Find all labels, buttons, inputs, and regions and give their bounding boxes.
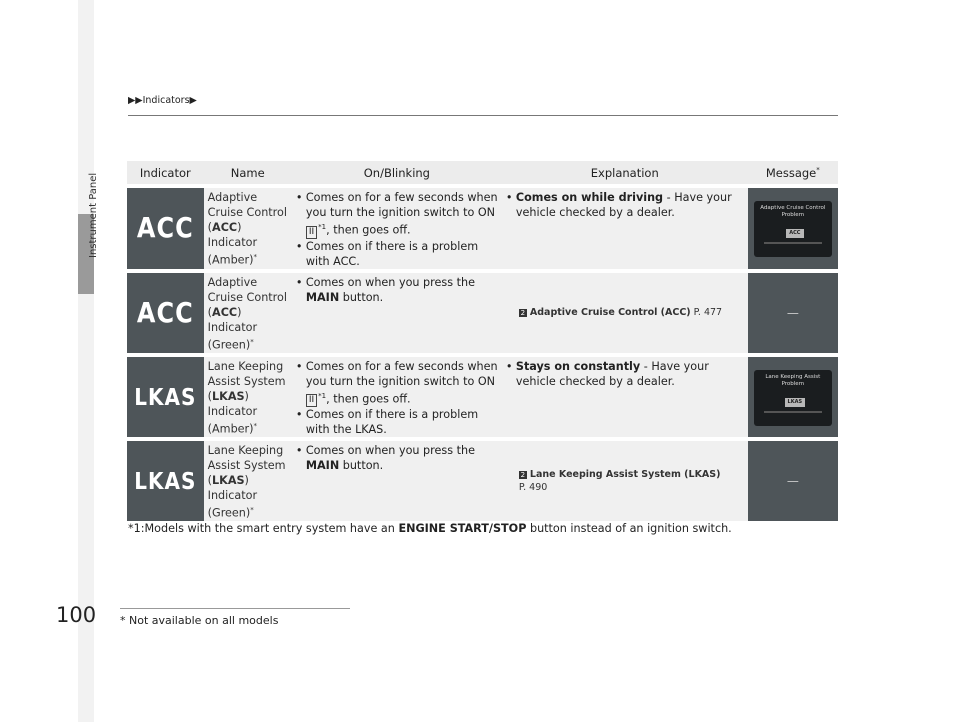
name-line: Adaptive bbox=[207, 191, 258, 204]
name-line: Indicator bbox=[207, 489, 258, 503]
footnote bbox=[128, 522, 732, 535]
name-cell bbox=[204, 357, 292, 438]
name-cell bbox=[204, 273, 292, 353]
bullet-item bbox=[306, 190, 498, 239]
asterisk: * bbox=[250, 337, 254, 346]
bullet-text: Comes on when you press the bbox=[305, 444, 475, 458]
lkas-amber-icon bbox=[127, 357, 204, 438]
acc-icon-text: ACC bbox=[136, 296, 194, 329]
name-line: Assist System bbox=[207, 459, 286, 473]
name-line: (Amber) bbox=[207, 253, 254, 267]
name-line: Cruise Control bbox=[207, 206, 287, 219]
main-button-label: MAIN bbox=[305, 459, 340, 473]
asterisk: * bbox=[253, 421, 258, 430]
name-abbrev: LKAS bbox=[212, 474, 245, 488]
table-row bbox=[127, 357, 838, 438]
name-line: ) bbox=[237, 305, 242, 319]
table-header-row bbox=[127, 161, 838, 184]
bullet-text: Comes on when you press the bbox=[305, 275, 475, 289]
footnote-text: *1:Models with the smart entry system have an bbox=[128, 522, 399, 535]
table-row bbox=[127, 188, 838, 269]
col-explanation: Explanation bbox=[502, 161, 748, 184]
onblink-cell bbox=[292, 188, 502, 269]
bullet-item bbox=[306, 359, 498, 408]
section-label: Instrument Panel bbox=[88, 172, 99, 258]
name-line: ) bbox=[244, 474, 249, 488]
screen-bar bbox=[764, 411, 822, 413]
reference-arrow-icon: 2 bbox=[520, 471, 526, 480]
table-row bbox=[127, 441, 838, 521]
breadcrumb[interactable]: ▶▶Indicators▶ bbox=[128, 95, 197, 106]
explanation-cell bbox=[502, 273, 748, 353]
bullet-item bbox=[306, 275, 498, 305]
asterisk: * bbox=[253, 253, 258, 261]
bullet-item: • Comes on if there is a problem with ACC. bbox=[306, 239, 498, 269]
reference-arrow-icon: 2 bbox=[520, 309, 526, 318]
cross-reference[interactable] bbox=[502, 468, 748, 494]
explanation-cell bbox=[502, 188, 748, 269]
bullet-text: Comes on for a few seconds when you turn the ignition switch to ON bbox=[305, 191, 498, 219]
bullet-item bbox=[306, 443, 498, 473]
name-abbrev: ACC bbox=[212, 305, 238, 319]
onblink-cell bbox=[292, 273, 502, 353]
page-number: 100 bbox=[56, 603, 97, 627]
asterisk: * bbox=[250, 506, 254, 515]
name-line: Indicator bbox=[207, 404, 258, 418]
ignition-key-icon: II bbox=[306, 394, 317, 407]
screen-title: Lane Keeping Assist Problem bbox=[765, 374, 821, 388]
lkas-green-icon bbox=[127, 441, 204, 521]
name-line: ( bbox=[207, 221, 213, 234]
screen-tag: LKAS bbox=[785, 398, 805, 407]
acc-amber-icon bbox=[127, 188, 204, 269]
footnote-bold: ENGINE START/STOP bbox=[398, 522, 527, 535]
reference-title[interactable]: Lane Keeping Assist System (LKAS) bbox=[529, 469, 721, 481]
col-onblink: On/Blinking bbox=[292, 161, 502, 184]
explanation-cell bbox=[502, 441, 748, 521]
col-message-label: Message bbox=[765, 165, 817, 180]
message-cell bbox=[748, 441, 838, 521]
bullet-item bbox=[516, 359, 744, 389]
name-cell bbox=[204, 188, 292, 269]
acc-green-icon bbox=[127, 273, 204, 353]
explanation-bold: Stays on constantly bbox=[515, 359, 641, 373]
message-cell bbox=[748, 188, 838, 269]
name-line: ) bbox=[244, 389, 249, 403]
reference-page[interactable]: P. 490 bbox=[518, 482, 548, 494]
ignition-key-icon: II bbox=[306, 226, 317, 239]
name-line: ( bbox=[207, 474, 213, 488]
name-abbrev: ACC bbox=[212, 221, 238, 234]
onblink-cell bbox=[292, 441, 502, 521]
explanation-cell bbox=[502, 357, 748, 438]
footnote-ref: *1 bbox=[318, 223, 327, 231]
no-message-dash: — bbox=[786, 474, 799, 489]
name-line: ( bbox=[207, 305, 213, 319]
header-rule bbox=[128, 115, 838, 116]
col-indicator: Indicator bbox=[127, 161, 204, 184]
onblink-cell bbox=[292, 357, 502, 438]
footnote-text: button instead of an ignition switch. bbox=[526, 522, 732, 535]
col-name: Name bbox=[204, 161, 292, 184]
screen-title: Adaptive Cruise Control Problem bbox=[760, 205, 826, 219]
bullet-text: , then goes off. bbox=[326, 392, 411, 406]
name-abbrev: LKAS bbox=[212, 389, 245, 403]
name-line: ) bbox=[237, 221, 242, 234]
reference-page[interactable]: P. 477 bbox=[690, 307, 723, 319]
bullet-text: , then goes off. bbox=[326, 223, 411, 237]
message-cell bbox=[748, 273, 838, 353]
message-screen bbox=[754, 201, 832, 257]
name-line: Assist System bbox=[207, 374, 286, 388]
bullet-text: button. bbox=[339, 290, 384, 304]
bullet-text: Comes on for a few seconds when you turn the ignition switch to ON bbox=[305, 359, 498, 388]
cross-reference[interactable] bbox=[502, 306, 748, 319]
no-message-dash: — bbox=[786, 305, 799, 320]
name-line: Lane Keeping bbox=[207, 359, 284, 373]
bullet-item: • Comes on if there is a problem with the LKAS. bbox=[306, 407, 498, 437]
main-button-label: MAIN bbox=[305, 290, 340, 304]
name-line: Cruise Control bbox=[207, 290, 287, 304]
footnote-ref: *1 bbox=[318, 391, 327, 400]
name-line: (Green) bbox=[207, 507, 251, 521]
name-line: ( bbox=[207, 389, 213, 403]
lkas-icon-text: LKAS bbox=[134, 467, 197, 496]
message-cell bbox=[748, 357, 838, 438]
name-line: (Amber) bbox=[207, 422, 254, 436]
asterisk: * bbox=[816, 165, 820, 174]
name-line: (Green) bbox=[207, 338, 251, 352]
availability-note: * Not available on all models bbox=[120, 614, 279, 627]
lkas-icon-text: LKAS bbox=[134, 383, 197, 411]
name-line: Lane Keeping bbox=[207, 444, 284, 458]
acc-icon-text: ACC bbox=[136, 212, 194, 245]
table-row bbox=[127, 273, 838, 353]
col-message bbox=[748, 161, 838, 184]
explanation-text: - Have your vehicle checked by a dealer. bbox=[515, 359, 709, 388]
indicator-table bbox=[127, 157, 838, 525]
name-cell bbox=[204, 441, 292, 521]
explanation-text: - Have your vehicle checked by a dealer. bbox=[515, 191, 732, 219]
note-divider bbox=[120, 608, 350, 609]
message-screen bbox=[754, 370, 832, 426]
name-line: Indicator bbox=[207, 320, 258, 334]
screen-tag: ACC bbox=[786, 229, 804, 238]
reference-title[interactable]: Adaptive Cruise Control (ACC) bbox=[529, 307, 691, 319]
bullet-text: button. bbox=[339, 459, 384, 473]
name-line: Adaptive bbox=[207, 275, 258, 289]
explanation-bold: Comes on while driving bbox=[515, 191, 664, 204]
screen-bar bbox=[764, 242, 822, 244]
name-line: Indicator bbox=[207, 236, 258, 249]
bullet-item bbox=[516, 190, 744, 220]
